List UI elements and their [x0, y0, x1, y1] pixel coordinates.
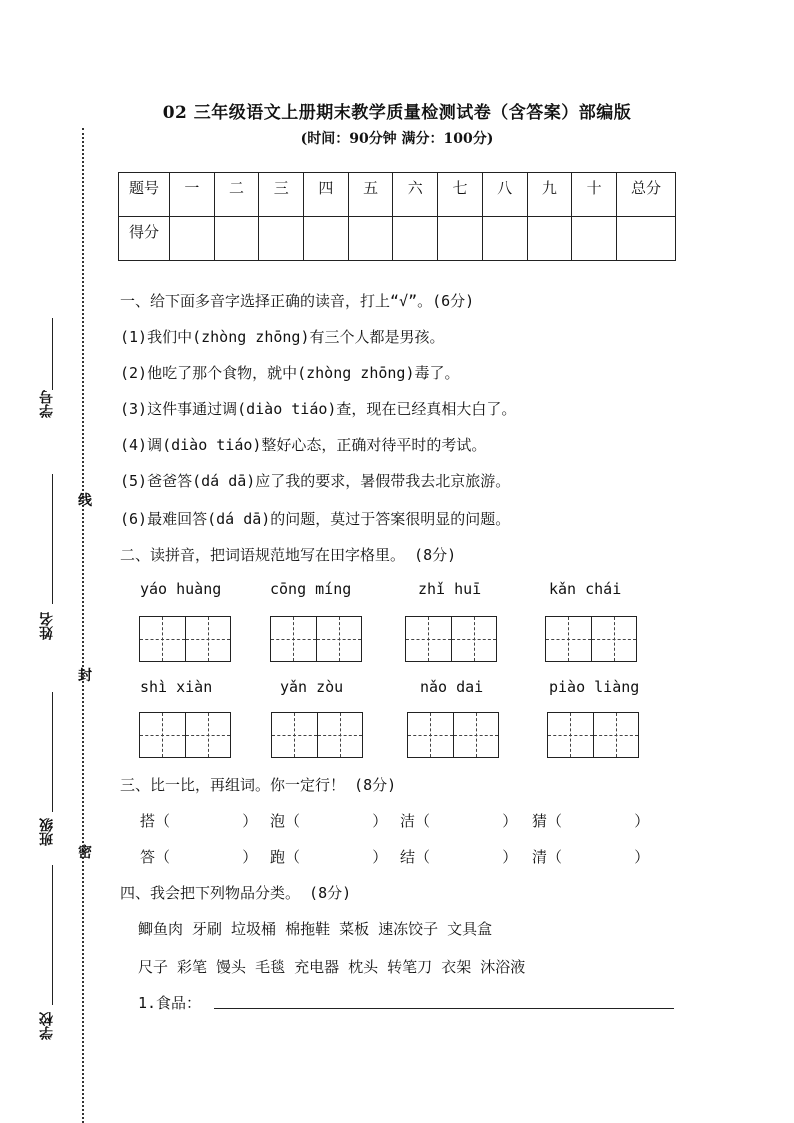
exam-info: (时间：90分钟 满分：100分): [300, 131, 494, 147]
question-item: (3)这件事通过调(diào tiáo)查，现在已经真相大白了。: [120, 400, 517, 418]
school-line: [52, 865, 53, 1005]
score-table: [118, 172, 676, 261]
section3-heading: 三、比一比，再组词。你一定行！ (8分): [120, 776, 397, 794]
student-id-label: 学号: [39, 390, 55, 418]
page-title: 02 三年级语文上册期末教学质量检测试卷（含答案）部编版: [162, 103, 632, 123]
score-cell[interactable]: [527, 217, 572, 261]
question-item: (4)调(diào tiáo)整好心态，正确对待平时的考试。: [120, 436, 487, 454]
table-cell: 得分: [119, 217, 170, 261]
school-label: 学校: [39, 1012, 55, 1040]
word-blank[interactable]: 泡（ ）: [270, 812, 388, 830]
student-id-line: [52, 318, 53, 390]
score-cell[interactable]: [304, 217, 349, 261]
pinyin-label: zhǐ huī: [418, 580, 482, 598]
score-cell[interactable]: [617, 217, 676, 261]
tianzige-box[interactable]: [139, 712, 231, 758]
tianzige-box[interactable]: [545, 616, 637, 662]
class-line: [52, 692, 53, 812]
question-item: (1)我们中(zhòng zhōng)有三个人都是男孩。: [120, 328, 445, 346]
tianzige-box[interactable]: [139, 616, 231, 662]
class-label: 班级: [39, 818, 55, 846]
word-blank[interactable]: 猜（ ）: [532, 812, 650, 830]
pinyin-label: piào liàng: [549, 678, 640, 696]
word-blank[interactable]: 答（ ）: [140, 848, 258, 866]
food-category-label: 1.食品：: [138, 994, 202, 1012]
section1-heading: 一、给下面多音字选择正确的读音，打上“√”。(6分): [120, 292, 475, 310]
tianzige-box[interactable]: [271, 712, 363, 758]
tianzige-box[interactable]: [407, 712, 499, 758]
seal-mi-char: 密: [78, 845, 92, 861]
section4-heading: 四、我会把下列物品分类。 (8分): [120, 884, 352, 902]
pinyin-label: yǎn zòu: [280, 678, 344, 696]
items-list-line: 尺子 彩笔 馒头 毛毯 充电器 枕头 转笔刀 衣架 沐浴液: [138, 958, 526, 976]
word-blank[interactable]: 跑（ ）: [270, 848, 388, 866]
table-cell: 二: [214, 173, 259, 217]
word-blank[interactable]: 结（ ）: [400, 848, 518, 866]
word-blank[interactable]: 清（ ）: [532, 848, 650, 866]
items-list-line: 鲫鱼肉 牙刷 垃圾桶 棉拖鞋 菜板 速冻饺子 文具盒: [138, 920, 493, 938]
table-cell: 一: [170, 173, 215, 217]
score-cell[interactable]: [348, 217, 393, 261]
score-cell[interactable]: [482, 217, 527, 261]
score-table-score-row: [119, 217, 676, 261]
table-cell: 三: [259, 173, 304, 217]
binding-dotted-line: [82, 128, 84, 1123]
pinyin-label: kǎn chái: [549, 580, 622, 598]
name-label: 姓名: [39, 612, 55, 640]
pinyin-label: nǎo dai: [420, 678, 484, 696]
table-cell: 五: [348, 173, 393, 217]
tianzige-box[interactable]: [405, 616, 497, 662]
score-cell[interactable]: [438, 217, 483, 261]
question-item: (5)爸爸答(dá dā)应了我的要求，暑假带我去北京旅游。: [120, 472, 511, 490]
name-line: [52, 474, 53, 604]
pinyin-label: yáo huàng: [140, 580, 222, 598]
table-cell: 十: [572, 173, 617, 217]
tianzige-box[interactable]: [547, 712, 639, 758]
table-cell: 六: [393, 173, 438, 217]
table-cell: 四: [304, 173, 349, 217]
table-cell: 总分: [617, 173, 676, 217]
question-item: (6)最难回答(dá dā)的问题，莫过于答案很明显的问题。: [120, 510, 511, 528]
score-table-header-row: [119, 173, 676, 217]
score-cell[interactable]: [170, 217, 215, 261]
seal-line-char: 线: [78, 493, 92, 509]
score-cell[interactable]: [259, 217, 304, 261]
table-cell: 七: [438, 173, 483, 217]
pinyin-label: shì xiàn: [140, 678, 213, 696]
score-cell[interactable]: [393, 217, 438, 261]
table-cell: 题号: [119, 173, 170, 217]
question-item: (2)他吃了那个食物，就中(zhòng zhōng)毒了。: [120, 364, 460, 382]
seal-seal-char: 封: [78, 668, 92, 684]
table-cell: 九: [527, 173, 572, 217]
tianzige-box[interactable]: [270, 616, 362, 662]
score-cell[interactable]: [572, 217, 617, 261]
word-blank[interactable]: 洁（ ）: [400, 812, 518, 830]
section2-heading: 二、读拼音，把词语规范地写在田字格里。 (8分): [120, 546, 457, 564]
pinyin-label: cōng míng: [270, 580, 352, 598]
table-cell: 八: [482, 173, 527, 217]
food-answer-line[interactable]: [214, 1008, 674, 1009]
score-cell[interactable]: [214, 217, 259, 261]
word-blank[interactable]: 搭（ ）: [140, 812, 258, 830]
